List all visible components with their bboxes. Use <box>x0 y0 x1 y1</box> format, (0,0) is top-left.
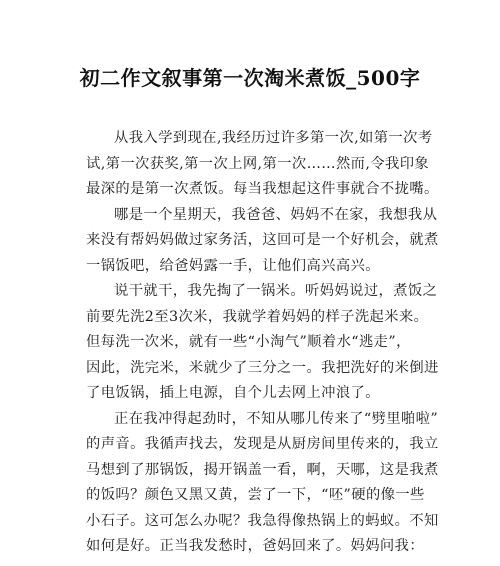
document-title: 初二作文叙事第一次淘米煮饭_500字 <box>79 66 421 90</box>
paragraph-line: 最深的是第一次煮饭。每当我想起这件事就合不拢嘴。 <box>86 181 439 197</box>
paragraph-line: 了电饭锅，插上电源，自个儿去网上冲浪了。 <box>86 385 380 401</box>
paragraph-line: 马想到了那锅饭，揭开锅盖一看，啊，天哪，这是我煮 <box>86 461 439 478</box>
paragraph-line: 哪是一个星期天，我爸爸、妈妈不在家，我想我从 <box>114 206 438 223</box>
paragraph-line: 试,第一次获奖,第一次上网,第一次……然而,令我印象 <box>86 155 430 172</box>
paragraph-line: 因此，洗完米，米就少了三分之一。我把洗好的米倒进 <box>86 359 439 376</box>
paragraph-line: 一锅饭吧，给爸妈露一手，让他们高兴高兴。 <box>86 257 380 274</box>
paragraph-line: 但每洗一次米，就有一些“小淘气”顺着水“逃走”， <box>86 334 411 350</box>
paragraph-line: 从我入学到现在,我经历过许多第一次,如第一次考 <box>114 130 433 146</box>
paragraph-line: 说干就干，我先掏了一锅米。听妈妈说过，煮饭之 <box>114 283 438 299</box>
paragraph-line: 来没有帮妈妈做过家务活，这回可是一个好机会，就煮 <box>86 232 439 248</box>
paragraph-line: 如何是好。正当我发愁时，爸妈回来了。妈妈问我： <box>86 538 425 554</box>
document-body <box>86 126 439 560</box>
paragraph-line: 的饭吗？颜色又黑又黄，尝了一下，“呸”硬的像一些 <box>86 487 425 503</box>
paragraph-line: 小石子。这可怎么办呢？我急得像热锅上的蚂蚁。不知 <box>86 512 439 529</box>
paragraph-line: 前要先洗2至3次米，我就学着妈妈的样子洗起米来。 <box>86 308 429 325</box>
paragraph-line: 正在我冲得起劲时，不知从哪儿传来了“劈里啪啦” <box>114 410 439 427</box>
paragraph-line: 的声音。我循声找去，发现是从厨房间里传来的，我立 <box>86 436 439 452</box>
